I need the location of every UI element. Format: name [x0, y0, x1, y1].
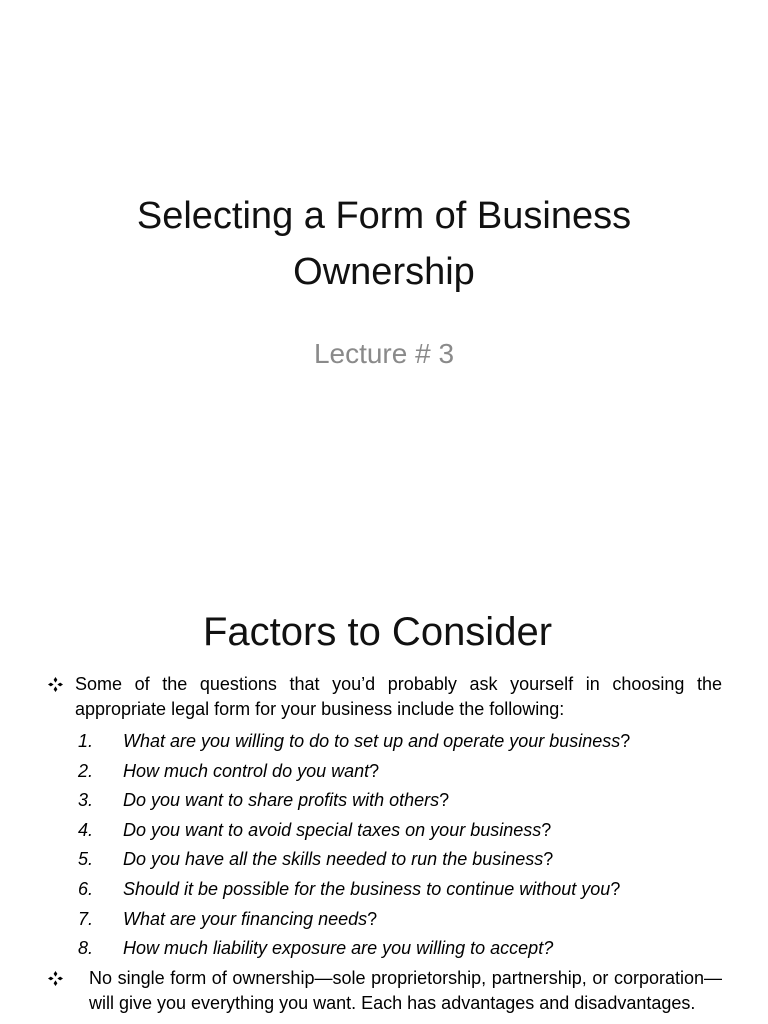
question-text: What are your financing needs — [123, 908, 368, 929]
question-mark: ? — [610, 878, 621, 899]
question-text: How much control do you want — [123, 760, 370, 781]
question-number: 4. — [78, 819, 94, 840]
slide-heading: Factors to Consider — [202, 610, 553, 654]
question-text: Do you want to avoid special taxes on your business — [123, 819, 542, 840]
question-number: 7. — [78, 908, 94, 929]
question-item — [78, 727, 728, 757]
question-item — [78, 905, 728, 935]
bullet-text: No single form of ownership—sole proprietorship, partnership, or corporation—will give you everything you want. Each has advantages and disadvantages. — [89, 968, 722, 1013]
question-text: Do you want to share profits with others — [123, 790, 440, 811]
question-item — [78, 757, 728, 787]
question-text: Should it be possible for the business to continue without you — [123, 878, 611, 899]
question-text: Do you have all the skills needed to run the business — [123, 849, 544, 870]
question-item — [78, 934, 728, 964]
question-number: 1. — [78, 731, 94, 751]
question-number: 6. — [78, 878, 94, 899]
bullet-text: Some of the questions that you’d probably ask yourself in choosing the appropriate legal form for your business include the following: — [75, 674, 722, 719]
question-mark: ? — [543, 849, 554, 870]
question-text: What are you willing to do to set up and operate your business — [123, 731, 621, 751]
slide-title — [0, 188, 768, 300]
question-item — [78, 816, 728, 846]
question-mark: ? — [439, 790, 450, 811]
question-number: 8. — [78, 938, 94, 959]
four-diamond-bullet-icon — [48, 672, 68, 697]
question-mark: ? — [369, 760, 380, 781]
bullet-paragraph — [48, 966, 722, 1016]
title-line-1: Selecting a Form of Business — [136, 195, 632, 237]
question-mark: ? — [541, 819, 552, 840]
questions-list — [78, 727, 728, 964]
question-text: How much liability exposure are you willing to accept? — [123, 938, 554, 959]
question-number: 5. — [78, 849, 94, 870]
question-mark: ? — [620, 731, 631, 751]
title-line-2: Ownership — [293, 251, 475, 293]
four-diamond-bullet-icon — [48, 966, 68, 991]
question-mark: ? — [367, 908, 378, 929]
bullet-paragraph — [48, 672, 722, 722]
question-number: 2. — [78, 760, 94, 781]
content-slide — [0, 576, 768, 1024]
question-item — [78, 875, 728, 905]
question-number: 3. — [78, 790, 94, 811]
question-item — [78, 786, 728, 816]
question-item — [78, 845, 728, 875]
lecture-subtitle: Lecture # 3 — [313, 338, 455, 369]
